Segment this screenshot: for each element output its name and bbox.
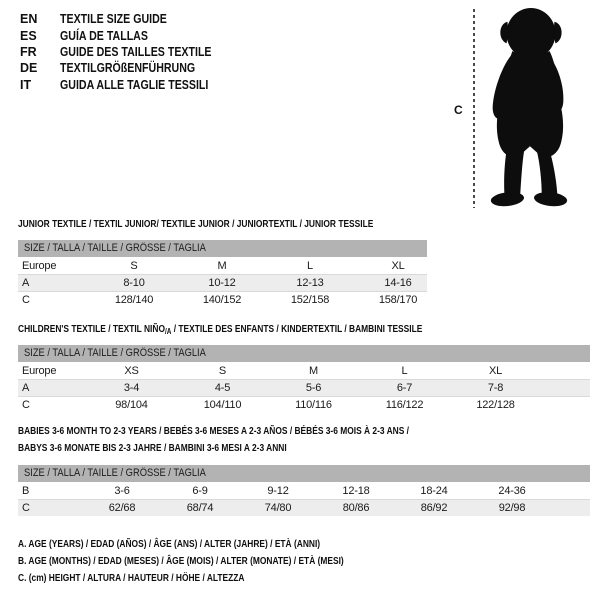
table-cell: 128/140 <box>114 294 154 306</box>
table-cell: 62/68 <box>108 502 136 514</box>
table-cell: 116/122 <box>385 399 424 411</box>
table-row <box>18 362 590 379</box>
table-cell: 74/80 <box>264 502 292 514</box>
table-cell: 4-5 <box>214 382 231 394</box>
table-cell: 158/170 <box>378 294 418 306</box>
table-cell: XL <box>391 259 405 272</box>
table-row <box>18 257 427 274</box>
table-cell: 80/86 <box>342 502 370 514</box>
row-label: Europe <box>22 364 57 377</box>
junior-table-size-header <box>18 240 427 257</box>
size-header-text: SIZE / TALLA / TAILLE / GRÖSSE / TAGLIA <box>24 347 206 359</box>
table-cell: 18-24 <box>420 484 448 497</box>
table-cell: M <box>309 364 318 377</box>
lang-row-en <box>20 11 238 27</box>
row-label: Europe <box>22 259 57 272</box>
table-row <box>18 379 590 396</box>
row-label: C <box>22 399 30 411</box>
table-cell: 104/110 <box>203 399 242 411</box>
table-row <box>18 396 590 413</box>
table-cell: 98/104 <box>115 399 148 411</box>
table-cell: 86/92 <box>420 502 448 514</box>
legend-line-b: B. AGE (MONTHS) / EDAD (MESES) / ÂGE (MOIS) / ALTER (MONATE) / ETÀ (MESI) <box>18 555 344 567</box>
babies-table-size-header <box>18 465 590 482</box>
table-cell: 12-13 <box>296 277 324 289</box>
babies-size-table <box>18 465 590 516</box>
table-cell: 92/98 <box>498 502 526 514</box>
row-label: A <box>22 382 30 394</box>
children-size-table <box>18 345 590 413</box>
lang-code-it: IT <box>20 77 32 92</box>
table-cell: 9-12 <box>267 484 289 497</box>
lang-code-de: DE <box>20 61 38 76</box>
table-cell: 6-9 <box>192 484 208 497</box>
table-cell: M <box>217 259 227 272</box>
lang-row-es <box>20 27 238 43</box>
table-cell: XL <box>488 364 503 377</box>
height-measure-label: C <box>454 103 463 117</box>
table-cell: S <box>218 364 227 377</box>
table-cell: 12-18 <box>342 484 370 497</box>
children-section-title <box>18 321 523 340</box>
table-cell: S <box>130 259 138 272</box>
table-cell: 8-10 <box>123 277 145 289</box>
row-label: C <box>22 502 30 514</box>
lang-title-en: TEXTILE SIZE GUIDE <box>60 12 167 27</box>
table-cell: 6-7 <box>396 382 413 394</box>
legend-line-a: A. AGE (YEARS) / EDAD (AÑOS) / ÂGE (ANS) / ALTER (JAHRE) / ETÀ (ANNI) <box>18 538 321 550</box>
row-label: B <box>22 484 30 497</box>
table-row <box>18 291 427 308</box>
babies-title-line1: BABIES 3-6 MONTH TO 2-3 YEARS / BEBÉS 3-6 MESES A 2-3 AÑOS / BÉBÉS 3-6 MOIS À 2-3 ANS / <box>18 425 410 437</box>
babies-title-line2: BABYS 3-6 MONATE BIS 2-3 JAHRE / BAMBINI 3-6 MESI A 2-3 ANNI <box>18 442 287 454</box>
children-table-size-header <box>18 345 590 362</box>
table-cell: 68/74 <box>186 502 214 514</box>
table-cell: 10-12 <box>208 277 236 289</box>
table-cell: 7-8 <box>487 382 504 394</box>
junior-section-title <box>18 216 462 233</box>
measurement-legend <box>18 536 425 587</box>
lang-row-de <box>20 60 238 76</box>
lang-title-fr: GUIDE DES TAILLES TEXTILE <box>60 44 212 59</box>
legend-line-c: C. (cm) HEIGHT / ALTURA / HAUTEUR / HÖHE / ALTEZZA <box>18 572 245 584</box>
lang-code-fr: FR <box>20 44 37 59</box>
table-cell: 24-36 <box>498 484 526 497</box>
junior-size-table <box>18 240 427 308</box>
table-cell: 3-6 <box>114 484 130 497</box>
table-cell: 110/116 <box>295 399 332 411</box>
title-sub: /A <box>164 327 172 336</box>
lang-row-fr <box>20 44 238 60</box>
language-title-list <box>20 11 238 93</box>
table-cell: L <box>401 364 408 377</box>
table-cell: 3-4 <box>123 382 140 394</box>
lang-row-it <box>20 77 238 93</box>
table-row <box>18 482 590 499</box>
table-cell: 140/152 <box>202 294 242 306</box>
table-row <box>18 499 590 516</box>
table-cell: XS <box>124 364 139 377</box>
lang-code-es: ES <box>20 28 37 43</box>
row-label: A <box>22 277 30 289</box>
children-section-title-text <box>18 321 422 340</box>
title-post: / TEXTILE DES ENFANTS / KINDERTEXTIL / BAMBINI TESSILE <box>171 323 423 335</box>
junior-section-title-text: JUNIOR TEXTILE / TEXTIL JUNIOR/ TEXTILE JUNIOR / JUNIORTEXTIL / JUNIOR TESSILE <box>18 218 374 230</box>
table-cell: 14-16 <box>384 277 412 289</box>
title-pre: CHILDREN'S TEXTILE / TEXTIL NIÑO <box>18 323 165 335</box>
size-header-text: SIZE / TALLA / TAILLE / GRÖSSE / TAGLIA <box>24 467 206 479</box>
lang-title-es: GUÍA DE TALLAS <box>60 28 148 43</box>
table-cell: L <box>307 259 313 272</box>
lang-title-it: GUIDA ALLE TAGLIE TESSILI <box>60 77 209 92</box>
table-cell: 152/158 <box>290 294 330 306</box>
lang-title-de: TEXTILGRÖßENFÜHRUNG <box>60 61 196 76</box>
size-header-text: SIZE / TALLA / TAILLE / GRÖSSE / TAGLIA <box>24 242 206 254</box>
baby-silhouette-icon <box>480 6 578 212</box>
table-cell: 5-6 <box>305 382 322 394</box>
row-label: C <box>22 294 30 306</box>
height-dashed-line <box>473 9 475 208</box>
table-row <box>18 274 427 291</box>
babies-section-title <box>18 423 507 457</box>
table-cell: 122/128 <box>476 399 515 411</box>
lang-code-en: EN <box>20 12 38 27</box>
